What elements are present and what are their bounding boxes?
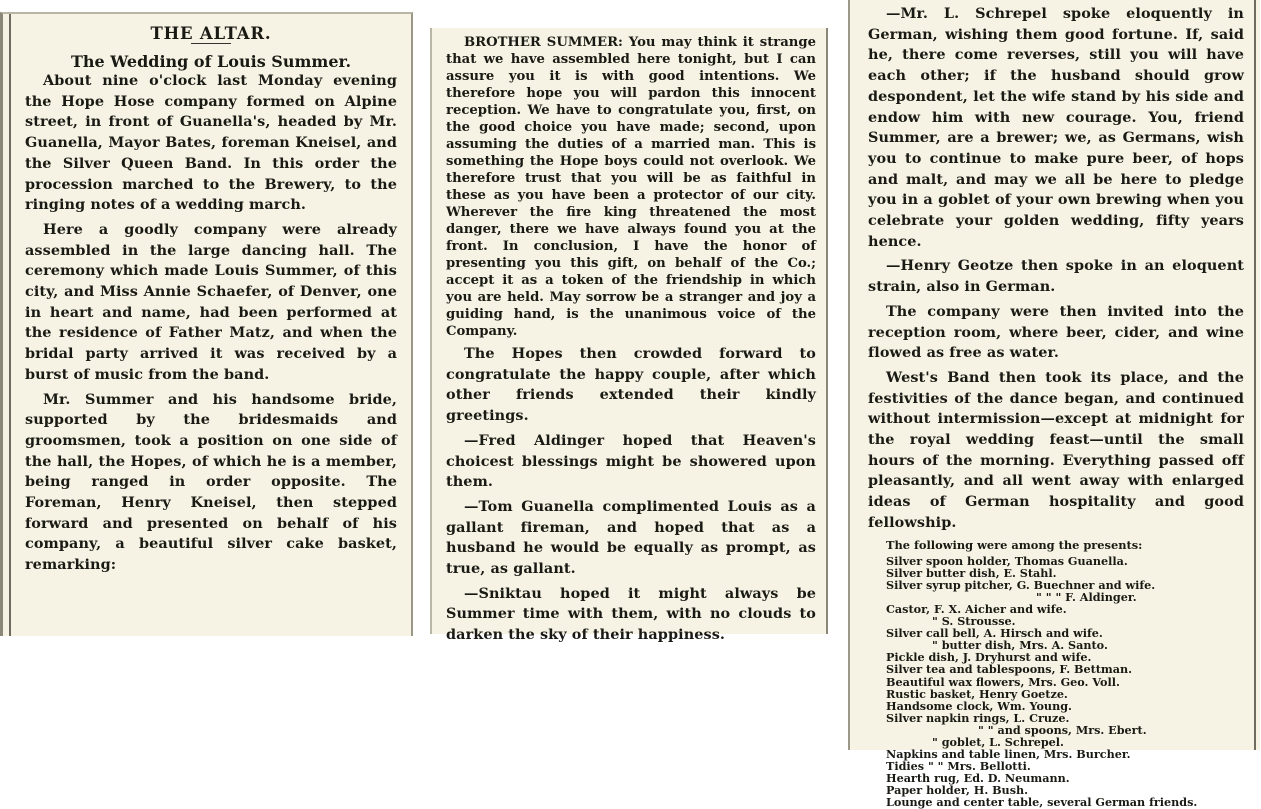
speech-paragraph: BROTHER SUMMER: You may think it strange that we have assembled here tonight, but I can assure you it is with good intentions. We therefore hope you will pardon this innocent reception. We have to congratulate you, first, on the good choice you have made; second, upon assuming the duties of a married man. This is something the Hope boys could not overlook. We therefore trust that you will be as faithful in these as you have been a protector of our city. Wherever the fire king threatened the most danger, there we have always found you at the front. In conclusion, I have the honor of presenting you this gift, on behalf of the Co.; accept it as a token of the friendship in which you are held. May sorrow be a stranger and joy a guiding hand, is the unanimous voice of the Company. <box>446 35 816 339</box>
list-item: " " and spoons, Mrs. Ebert. <box>978 722 1147 737</box>
paragraph: About nine o'clock last Monday evening the Hope Hose company formed on Alpine street, in front of Guanella's, headed by Mr. Guanella, Mayor Bates, foreman Kneisel, and the Silver Queen Band. In this order the procession marched to the Brewery, to the ringing notes of a wedding march. <box>25 72 397 214</box>
paragraph: The Hopes then crowded forward to congratulate the happy couple, after which other friends extended their kindly greetings. <box>446 345 816 425</box>
list-item: Tidies " " Mrs. Bellotti. <box>886 759 1031 774</box>
list-item: " butter dish, Mrs. A. Santo. <box>932 638 1108 653</box>
list-item: " goblet, L. Schrepel. <box>932 734 1064 749</box>
list-item: Handsome clock, Wm. Young. <box>886 698 1072 713</box>
paragraph: —Sniktau hoped it might always be Summer time with them, with no clouds to darken the sky of their happiness. <box>446 584 816 644</box>
list-item: Silver spoon holder, Thomas Guanella. <box>886 553 1128 568</box>
list-item: " S. Strousse. <box>932 614 1016 629</box>
list-item: Silver call bell, A. Hirsch and wife. <box>886 626 1103 641</box>
list-item: Silver butter dish, E. Stahl. <box>886 565 1057 580</box>
list-item: Silver tea and tablespoons, F. Bettman. <box>886 662 1133 677</box>
paragraph: Here a goodly company were already assembled in the large dancing hall. The ceremony which made Louis Summer, of this city, and Miss Annie Schaefer, of Denver, one in heart and name, had been performed at the residence of Father Matz, and when the bridal party arrived it was received by a burst of music from the band. <box>25 220 397 383</box>
list-item: Castor, F. X. Aicher and wife. <box>886 601 1067 616</box>
list-item: Paper holder, H. Bush. <box>886 783 1029 798</box>
list-item: Napkins and table linen, Mrs. Burcher. <box>886 747 1131 762</box>
list-item: Rustic basket, Henry Goetze. <box>886 686 1068 701</box>
paragraph: The company were then invited into the reception room, where beer, cider, and wine flowed as free as water. <box>868 302 1244 362</box>
list-item: Beautiful wax flowers, Mrs. Geo. Voll. <box>886 674 1120 689</box>
paragraph: —Fred Aldinger hoped that Heaven's choicest blessings might be showered upon them. <box>446 431 816 491</box>
paragraph: West's Band then took its place, and the festivities of the dance began, and continued without intermission—except at midnight for the royal wedding feast—until the small hours of the morning. Everything passed off pleasantly, and all went away with enlarged ideas of German hospitality and good fellowship. <box>868 368 1244 531</box>
clipping-column-3 <box>848 0 1260 809</box>
clipping-column-2 <box>430 28 828 644</box>
list-item: Pickle dish, J. Dryhurst and wife. <box>886 650 1092 665</box>
title-divider <box>191 43 231 44</box>
paragraph: —Henry Geotze then spoke in an eloquent strain, also in German. <box>868 257 1244 296</box>
list-item: Lounge and center table, several German friends. <box>886 795 1198 809</box>
presents-list <box>868 555 1244 809</box>
list-item: Hearth rug, Ed. D. Neumann. <box>886 771 1070 786</box>
article-title: THE ALTAR. <box>150 24 272 43</box>
paragraph: —Tom Guanella complimented Louis as a gallant fireman, and hoped that as a husband he would be equally as prompt, as true, as gallant. <box>446 497 816 578</box>
clipping-column-1 <box>0 12 413 636</box>
article-subtitle: The Wedding of Louis Summer. <box>70 52 352 71</box>
list-item: " " " F. Aldinger. <box>1036 589 1137 604</box>
list-item: Silver napkin rings, L. Cruze. <box>886 710 1070 725</box>
presents-heading: The following were among the presents: <box>886 537 1143 552</box>
paragraph: —Mr. L. Schrepel spoke eloquently in German, wishing them good fortune. If, said he, there come reverses, still you will have each other; if the husband should grow despondent, let the wife stand by his side and endow him with new courage. You, friend Summer, are a brewer; we, as Germans, wish you to continue to make pure beer, of hops and malt, and may we all be here to pledge you in a goblet of your own brewing when you celebrate your golden wedding, fifty years hence. <box>868 5 1244 250</box>
list-item: Silver syrup pitcher, G. Buechner and wife. <box>886 577 1156 592</box>
paragraph: Mr. Summer and his handsome bride, supported by the bridesmaids and groomsmen, took a position on one side of the hall, the Hopes, of which he is a member, being ranged in order opposite. The Foreman, Henry Kneisel, then stepped forward and presented on behalf of his company, a beautiful silver cake basket, remarking: <box>25 390 397 574</box>
